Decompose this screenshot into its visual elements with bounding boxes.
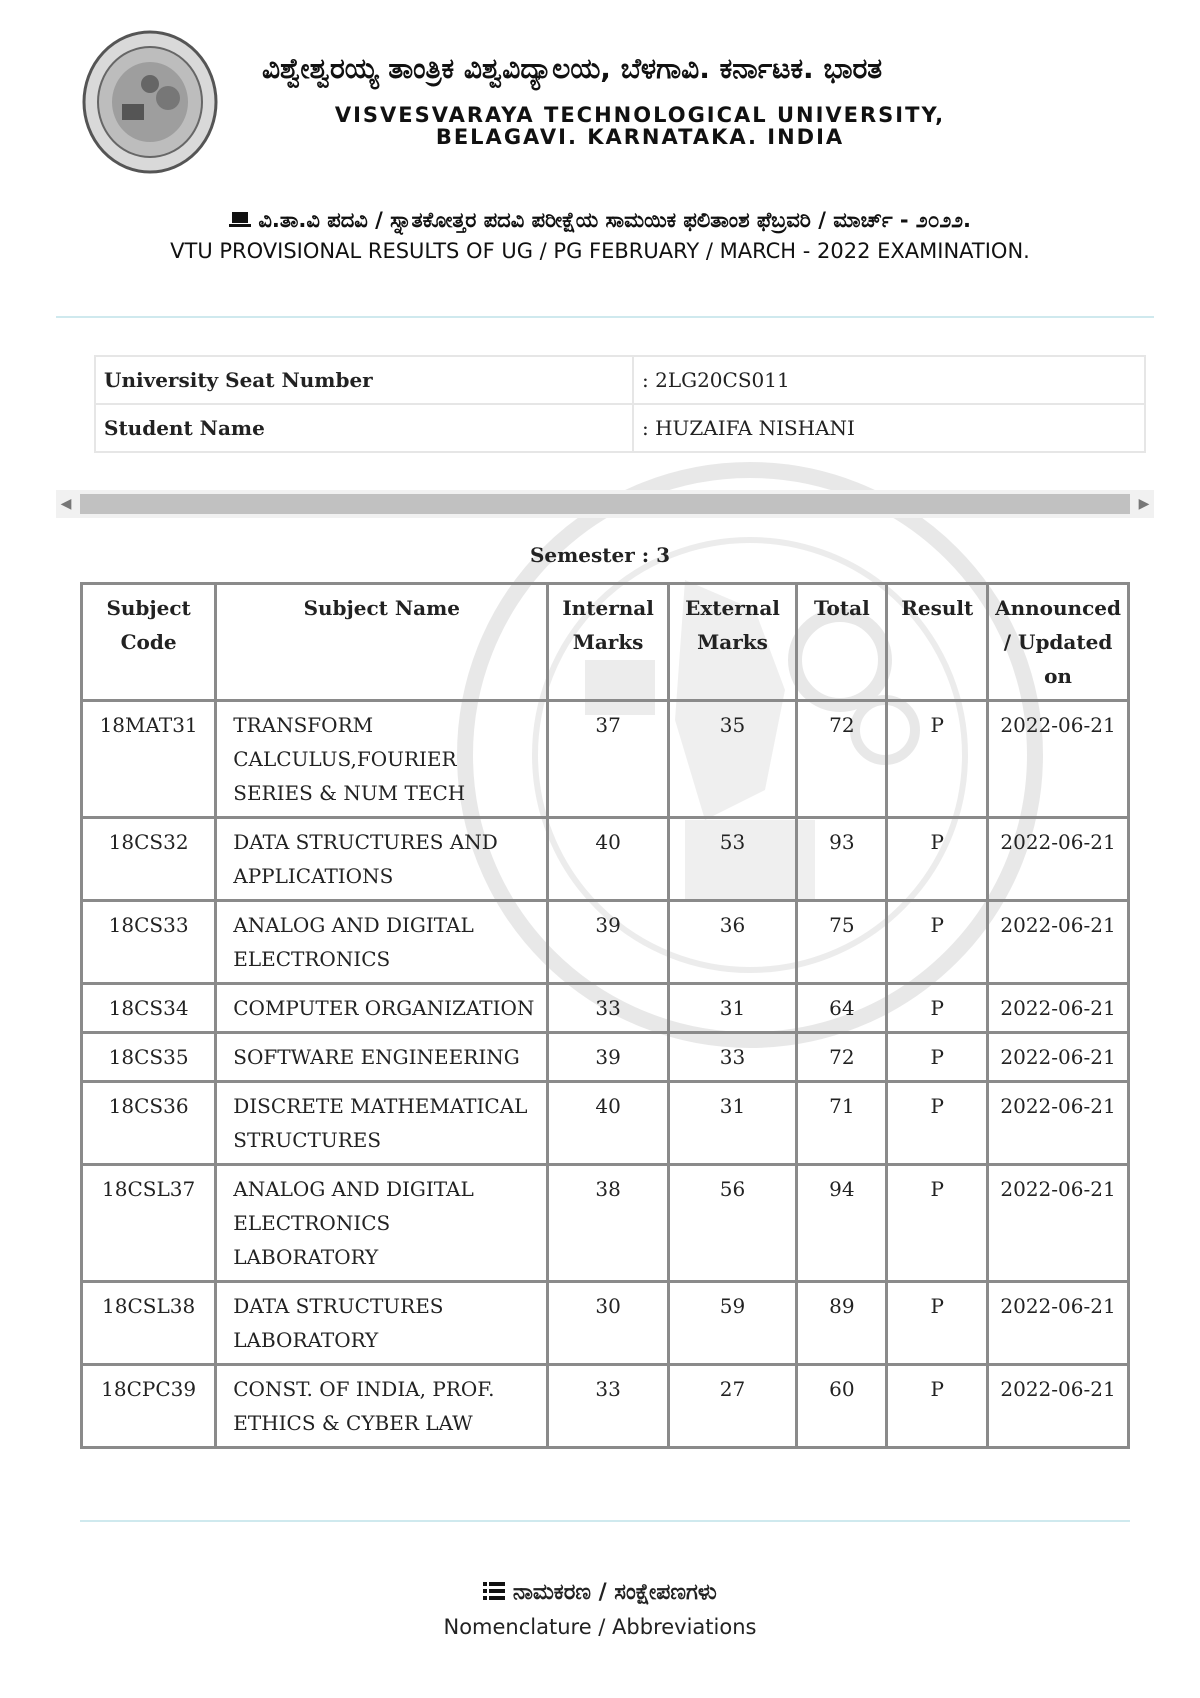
cell-total: 64 <box>797 984 887 1033</box>
university-name-line1: VISVESVARAYA TECHNOLOGICAL UNIVERSITY, <box>334 103 946 127</box>
cell-total: 93 <box>797 818 887 901</box>
laptop-icon <box>229 208 258 232</box>
cell-code: 18CSL37 <box>82 1165 216 1282</box>
cell-code: 18CPC39 <box>82 1365 216 1448</box>
cell-result: P <box>887 818 988 901</box>
cell-date: 2022-06-21 <box>988 1082 1129 1165</box>
cell-date: 2022-06-21 <box>988 701 1129 818</box>
cell-external: 31 <box>668 984 796 1033</box>
cell-internal: 30 <box>548 1282 669 1365</box>
cell-internal: 39 <box>548 901 669 984</box>
table-row <box>82 901 1129 984</box>
marks-table-header <box>82 584 1129 701</box>
scroll-left-arrow-icon[interactable]: ◀ <box>60 496 72 512</box>
cell-internal: 40 <box>548 818 669 901</box>
cell-external: 31 <box>668 1082 796 1165</box>
cell-code: 18MAT31 <box>82 701 216 818</box>
header-subject-code: Subject Code <box>82 584 216 701</box>
cell-name: SOFTWARE ENGINEERING <box>216 1033 548 1082</box>
cell-result: P <box>887 1033 988 1082</box>
cell-internal: 37 <box>548 701 669 818</box>
table-row <box>82 818 1129 901</box>
table-row <box>82 1165 1129 1282</box>
cell-internal: 33 <box>548 984 669 1033</box>
cell-external: 33 <box>668 1033 796 1082</box>
cell-result: P <box>887 1365 988 1448</box>
result-heading <box>80 205 1120 265</box>
divider <box>80 1520 1130 1522</box>
usn-row <box>95 356 1145 404</box>
cell-total: 89 <box>797 1282 887 1365</box>
header-result: Result <box>887 584 988 701</box>
cell-name: DATA STRUCTURES LABORATORY <box>216 1282 548 1365</box>
semester-title: Semester : 3 <box>529 543 671 567</box>
cell-internal: 38 <box>548 1165 669 1282</box>
student-name-value: : HUZAIFA NISHANI <box>633 404 1145 452</box>
nomenclature-section <box>0 1578 1200 1642</box>
student-name-label: Student Name <box>95 404 633 452</box>
cell-external: 36 <box>668 901 796 984</box>
cell-external: 56 <box>668 1165 796 1282</box>
header-total: Total <box>797 584 887 701</box>
scrollbar-thumb[interactable] <box>80 494 1130 514</box>
cell-total: 60 <box>797 1365 887 1448</box>
cell-code: 18CS32 <box>82 818 216 901</box>
result-heading-kannada: ವಿ.ತಾ.ವಿ ಪದವಿ / ಸ್ನಾತಕೋತ್ತರ ಪದವಿ ಪರೀಕ್ಷೆಯ ಸಾಮಯಿಕ ಫಲಿತಾಂಶ ಫೆಬ್ರವರಿ / ಮಾರ್ಚ್ - ೨೦೨೨. <box>80 205 1120 235</box>
cell-name: ANALOG AND DIGITAL ELECTRONICS LABORATORY <box>216 1165 548 1282</box>
table-row <box>82 1365 1129 1448</box>
cell-total: 94 <box>797 1165 887 1282</box>
list-icon <box>483 1580 513 1605</box>
table-row <box>82 984 1129 1033</box>
cell-internal: 33 <box>548 1365 669 1448</box>
cell-code: 18CS34 <box>82 984 216 1033</box>
header-internal-marks: Internal Marks <box>548 584 669 701</box>
table-row <box>82 1033 1129 1082</box>
cell-date: 2022-06-21 <box>988 1165 1129 1282</box>
student-info-table <box>94 355 1146 453</box>
table-row <box>82 701 1129 818</box>
usn-value: : 2LG20CS011 <box>633 356 1145 404</box>
cell-result: P <box>887 984 988 1033</box>
university-name-line2: BELAGAVI. KARNATAKA. INDIA <box>435 125 845 149</box>
cell-date: 2022-06-21 <box>988 1033 1129 1082</box>
usn-label: University Seat Number <box>95 356 633 404</box>
horizontal-scrollbar[interactable] <box>56 490 1154 518</box>
cell-date: 2022-06-21 <box>988 984 1129 1033</box>
cell-result: P <box>887 1282 988 1365</box>
cell-name: ANALOG AND DIGITAL ELECTRONICS <box>216 901 548 984</box>
header-announced: Announced / Updated on <box>988 584 1129 701</box>
cell-internal: 40 <box>548 1082 669 1165</box>
cell-code: 18CSL38 <box>82 1282 216 1365</box>
cell-code: 18CS36 <box>82 1082 216 1165</box>
cell-name: DATA STRUCTURES AND APPLICATIONS <box>216 818 548 901</box>
cell-code: 18CS33 <box>82 901 216 984</box>
cell-date: 2022-06-21 <box>988 1282 1129 1365</box>
cell-name: CONST. OF INDIA, PROF. ETHICS & CYBER LAW <box>216 1365 548 1448</box>
divider <box>56 316 1154 318</box>
cell-result: P <box>887 701 988 818</box>
cell-code: 18CS35 <box>82 1033 216 1082</box>
university-logo <box>80 28 220 176</box>
cell-date: 2022-06-21 <box>988 818 1129 901</box>
table-row <box>82 1282 1129 1365</box>
cell-internal: 39 <box>548 1033 669 1082</box>
cell-external: 27 <box>668 1365 796 1448</box>
cell-result: P <box>887 1082 988 1165</box>
nomenclature-title-english: Nomenclature / Abbreviations <box>443 1615 757 1639</box>
cell-external: 59 <box>668 1282 796 1365</box>
cell-total: 72 <box>797 701 887 818</box>
scroll-right-arrow-icon[interactable]: ▶ <box>1138 496 1150 512</box>
header-subject-name: Subject Name <box>216 584 548 701</box>
student-name-row <box>95 404 1145 452</box>
header-external-marks: External Marks <box>668 584 796 701</box>
marks-table <box>80 582 1130 1449</box>
cell-total: 75 <box>797 901 887 984</box>
university-name-english <box>240 104 1040 148</box>
nomenclature-title-kannada: ನಾಮಕರಣ / ಸಂಕ್ಷೇಪಣಗಳು <box>0 1578 1200 1608</box>
university-name-kannada: ವಿಶ್ವೇಶ್ವರಯ್ಯ ತಾಂತ್ರಿಕ ವಿಶ್ವವಿದ್ಯಾಲಯ, ಬೆಳಗಾವಿ. ಕರ್ನಾಟಕ. ಭಾರತ <box>262 52 883 85</box>
cell-date: 2022-06-21 <box>988 901 1129 984</box>
result-heading-english: VTU PROVISIONAL RESULTS OF UG / PG FEBRUARY / MARCH - 2022 EXAMINATION. <box>170 239 1030 263</box>
cell-name: TRANSFORM CALCULUS,FOURIER SERIES & NUM TECH <box>216 701 548 818</box>
table-row <box>82 1082 1129 1165</box>
cell-external: 53 <box>668 818 796 901</box>
cell-result: P <box>887 901 988 984</box>
cell-total: 72 <box>797 1033 887 1082</box>
cell-external: 35 <box>668 701 796 818</box>
cell-name: COMPUTER ORGANIZATION <box>216 984 548 1033</box>
cell-total: 71 <box>797 1082 887 1165</box>
cell-result: P <box>887 1165 988 1282</box>
cell-date: 2022-06-21 <box>988 1365 1129 1448</box>
cell-name: DISCRETE MATHEMATICAL STRUCTURES <box>216 1082 548 1165</box>
